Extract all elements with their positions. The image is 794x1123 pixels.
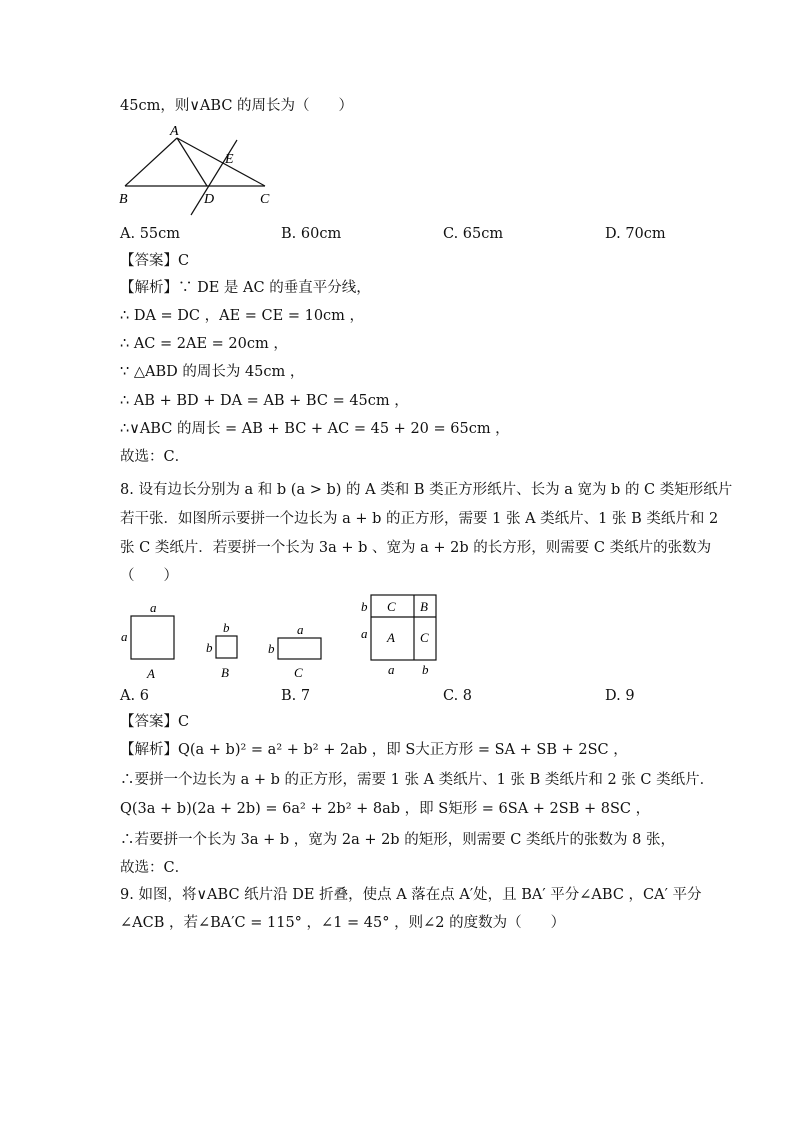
q9-stem-line-1: 9. 如图，将∨ABC 纸片沿 DE 折叠，使点 A 落在点 A′处，且 BA′ 平分∠ABC ，CA′ 平分 — [120, 887, 702, 903]
combined-side-a-bottom: a — [388, 662, 395, 677]
q7-analysis-line-1: 【解析】∵ DE 是 AC 的垂直平分线， — [120, 280, 371, 296]
q8-option-d: D. 9 — [605, 688, 635, 704]
q8-stem-line-2: 若干张．如图所示要拼一个边长为 a + b 的正方形，需要 1 张 A 类纸片、1 张 B 类纸片和 2 — [120, 511, 719, 527]
combined-side-b-bottom: b — [422, 662, 429, 677]
q8-stem-line-3: 张 C 类纸片．若要拼一个长为 3a + b 、宽为 a + 2b 的长方形，则需要 C 类纸片的张数为 — [120, 540, 712, 556]
combined-cell-c-top: C — [387, 599, 396, 614]
paper-pieces-figure — [115, 592, 445, 684]
piece-c-label: C — [294, 665, 303, 680]
combined-cell-c-right: C — [420, 630, 429, 645]
q7-stem-tail: 45cm，则∨ABC 的周长为（ ） — [120, 98, 354, 114]
label-b: B — [119, 192, 128, 207]
q8-analysis-line-3: Q(3a + b)(2a + 2b) = 6a² + 2b² + 8ab ，即 S矩形 = 6SA + 2SB + 8SC ， — [120, 801, 651, 817]
q7-option-b: B. 60cm — [281, 226, 342, 242]
piece-c-rect — [278, 638, 321, 659]
side-ab — [125, 138, 177, 186]
combined-cell-a: A — [387, 630, 395, 645]
q8-option-c: C. 8 — [443, 688, 473, 704]
combined-cell-b: B — [420, 599, 428, 614]
q7-analysis-line-6: ∴∨ABC 的周长 = AB + BC + AC = 45 + 20 = 65cm ， — [120, 421, 510, 437]
q7-analysis-line-3: ∴ AC = 2AE = 20cm ， — [120, 336, 288, 352]
q9-stem-line-2: ∠ACB ，若∠BA′C = 115° ，∠1 = 45° ，则∠2 的度数为（ ） — [120, 915, 566, 931]
piece-a-label: A — [147, 666, 155, 681]
q7-option-d: D. 70cm — [605, 226, 666, 242]
piece-a-side-left: a — [121, 629, 128, 644]
q7-analysis-line-5: ∴ AB + BD + DA = AB + BC = 45cm ， — [120, 393, 409, 409]
triangle-figure — [115, 120, 285, 220]
combined-side-b-left: b — [361, 599, 368, 614]
piece-a-square — [131, 616, 174, 659]
combined-side-a-left: a — [361, 626, 368, 641]
label-e: E — [225, 152, 234, 167]
q8-option-b: B. 7 — [281, 688, 311, 704]
piece-b-label: B — [221, 665, 229, 680]
q7-option-c: C. 65cm — [443, 226, 504, 242]
q8-analysis-line-4: ∴若要拼一个长为 3a + b ，宽为 2a + 2b 的矩形，则需要 C 类纸片的张数为 8 张， — [120, 832, 675, 848]
piece-b-side-top: b — [223, 620, 230, 635]
q8-stem-line-1: 8. 设有边长分别为 a 和 b (a > b) 的 A 类和 B 类正方形纸片、长为 a 宽为 b 的 C 类矩形纸片 — [120, 482, 733, 498]
q8-analysis-line-2: ∴要拼一个边长为 a + b 的正方形，需要 1 张 A 类纸片、1 张 B 类纸片和 2 张 C 类纸片． — [120, 772, 715, 788]
piece-b-square — [216, 636, 237, 658]
piece-c-side-left: b — [268, 641, 275, 656]
q7-analysis-line-2: ∴ DA = DC ，AE = CE = 10cm ， — [120, 308, 365, 324]
label-c: C — [260, 192, 270, 207]
label-a: A — [170, 124, 179, 139]
q7-answer: 【答案】C — [120, 253, 190, 269]
segment-ad — [177, 138, 207, 186]
q7-option-a: A. 55cm — [120, 226, 181, 242]
q8-conclusion: 故选：C． — [120, 860, 190, 876]
q8-stem-line-4: （ ） — [120, 568, 178, 584]
label-d: D — [204, 192, 215, 207]
piece-c-side-top: a — [297, 622, 304, 637]
piece-a-side-top: a — [150, 600, 157, 615]
q7-conclusion: 故选：C． — [120, 449, 190, 465]
q8-option-a: A. 6 — [120, 688, 149, 704]
piece-b-side-left: b — [206, 640, 213, 655]
side-ac — [177, 138, 265, 186]
q7-analysis-line-4: ∵ △ABD 的周长为 45cm ， — [120, 364, 305, 380]
q8-answer: 【答案】C — [120, 714, 190, 730]
q8-analysis-line-1: 【解析】Q(a + b)² = a² + b² + 2ab ，即 S大正方形 = SA + SB + 2SC ， — [120, 742, 628, 758]
